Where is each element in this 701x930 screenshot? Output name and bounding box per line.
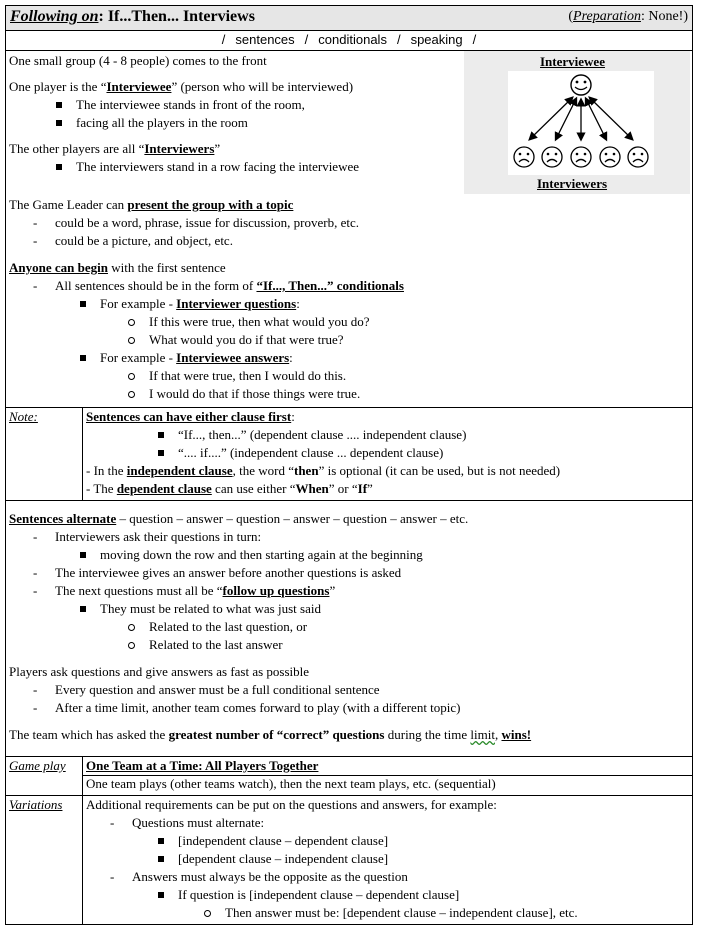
tag-sep: / xyxy=(472,32,477,47)
note-heading: Sentences can have either clause first: xyxy=(86,409,295,424)
bullet-circle-icon xyxy=(204,910,211,917)
setup-line-group: One small group (4 - 8 people) comes to the front xyxy=(9,53,267,68)
bullet-circle-icon xyxy=(128,337,135,344)
bullet-circle-icon xyxy=(128,391,135,398)
list-item: The interviewee stands in front of the room, xyxy=(56,97,305,113)
list-item: If question is [independent clause – dependent clause] xyxy=(158,887,459,903)
list-item: - could be a picture, and object, etc. xyxy=(33,233,233,248)
list-item: Related to the last question, or xyxy=(128,619,307,635)
note-section xyxy=(6,407,692,500)
setup-line-begin: Anyone can begin with the first sentence xyxy=(9,260,226,275)
bullet-square-icon xyxy=(80,301,86,307)
bullet-square-icon xyxy=(158,856,164,862)
bullet-square-icon xyxy=(80,552,86,558)
list-item: The interviewers stand in a row facing the interviewee xyxy=(56,159,359,175)
list-item: I would do that if those things were true. xyxy=(128,386,360,402)
list-item: “If..., then...” (dependent clause .... independent clause) xyxy=(158,427,466,443)
bullet-square-icon xyxy=(158,432,164,438)
note-line-dependent: - The dependent clause can use either “When” or “If” xyxy=(86,481,373,496)
diagram-figure xyxy=(508,71,654,175)
list-item: - Questions must alternate: xyxy=(110,815,265,830)
tag-speaking: speaking xyxy=(410,32,463,47)
note-label: Note: xyxy=(9,409,38,424)
game-title: : If...Then... Interviews xyxy=(98,8,255,25)
preparation-note xyxy=(568,9,688,25)
tag-sep: / xyxy=(221,32,226,47)
variations-intro: Additional requirements can be put on the questions and answers, for example: xyxy=(86,797,497,812)
page-title xyxy=(10,8,255,26)
bullet-circle-icon xyxy=(128,319,135,326)
list-item: - The interviewee gives an answer before another questions is asked xyxy=(33,565,402,580)
bullet-square-icon xyxy=(56,164,62,170)
gameplay-section xyxy=(6,756,692,795)
gameplay-label: Game play xyxy=(9,758,66,773)
list-item: For example - Interviewer questions: xyxy=(80,296,300,312)
preparation-label: Preparation xyxy=(573,9,641,24)
variations-label: Variations xyxy=(9,797,63,812)
bullet-circle-icon xyxy=(128,624,135,631)
list-item: - Every question and answer must be a full conditional sentence xyxy=(33,682,380,697)
list-item: What would you do if that were true? xyxy=(128,332,344,348)
list-item: - After a time limit, another team comes forward to play (with a different topic) xyxy=(33,700,461,715)
setup-line-interviewee: One player is the “Interviewee” (person who will be interviewed) xyxy=(9,79,354,94)
note-line-independent: - In the independent clause, the word “then” is optional (it can be used, but is not needed) xyxy=(86,463,561,478)
skill-tags xyxy=(6,30,692,50)
tag-sentences: sentences xyxy=(235,32,295,47)
list-item: [dependent clause – independent clause] xyxy=(158,851,388,867)
list-item: - could be a word, phrase, issue for discussion, proverb, etc. xyxy=(33,215,359,230)
rules-line-speed: Players ask questions and give answers as fast as possible xyxy=(9,664,310,679)
bullet-square-icon xyxy=(158,892,164,898)
bullet-circle-icon xyxy=(128,373,135,380)
variations-label-cell xyxy=(6,796,83,924)
interview-diagram xyxy=(464,51,690,194)
list-item: Then answer must be: [dependent clause – independent clause], etc. xyxy=(204,905,578,921)
bullet-square-icon xyxy=(158,450,164,456)
tag-sep: / xyxy=(396,32,401,47)
preparation-value: : None!) xyxy=(640,9,688,24)
rules-line-alternate: Sentences alternate – question – answer – question – answer – question – answer – etc. xyxy=(9,511,469,526)
list-item: If this were true, then what would you do? xyxy=(128,314,370,330)
diagram-interviewee-label: Interviewee xyxy=(540,54,605,69)
bullet-square-icon xyxy=(56,120,62,126)
bullet-square-icon xyxy=(80,355,86,361)
list-item: If that were true, then I would do this. xyxy=(128,368,346,384)
list-item: moving down the row and then starting again at the beginning xyxy=(80,547,423,563)
list-item: They must be related to what was just said xyxy=(80,601,321,617)
title-bar xyxy=(6,6,692,30)
bullet-circle-icon xyxy=(128,642,135,649)
bullet-square-icon xyxy=(80,606,86,612)
list-item: - Answers must always be the opposite as the question xyxy=(110,869,408,884)
list-item: - The next questions must all be “follow up questions” xyxy=(33,583,336,598)
tag-sep: / xyxy=(304,32,309,47)
list-item: “.... if....” (independent clause ... dependent clause) xyxy=(158,445,443,461)
variations-section xyxy=(6,795,692,924)
prep-open: ( xyxy=(568,9,574,24)
bullet-square-icon xyxy=(158,838,164,844)
list-item: Related to the last answer xyxy=(128,637,283,653)
diagram-interviewers-label: Interviewers xyxy=(537,176,608,191)
setup-line-interviewers: The other players are all “Interviewers” xyxy=(9,141,221,156)
gameplay-title: One Team at a Time: All Players Together xyxy=(86,758,319,773)
list-item: - All sentences should be in the form of “If..., Then...” conditionals xyxy=(33,278,404,293)
worksheet-frame xyxy=(5,5,693,925)
rules-section xyxy=(6,500,692,756)
rules-line-winner: The team which has asked the greatest number of “correct” questions during the time limit, wins! xyxy=(9,727,532,742)
list-item: [independent clause – dependent clause] xyxy=(158,833,388,849)
tag-conditionals: conditionals xyxy=(318,32,387,47)
setup-line-topic: The Game Leader can present the group with a topic xyxy=(9,197,294,212)
list-item: facing all the players in the room xyxy=(56,115,248,131)
gameplay-desc: One team plays (other teams watch), then the next team plays, etc. (sequential) xyxy=(86,776,496,791)
list-item: For example - Interviewee answers: xyxy=(80,350,293,366)
bullet-square-icon xyxy=(56,102,62,108)
setup-section xyxy=(6,50,692,407)
note-label-cell xyxy=(6,408,83,500)
following-on-label: Following on xyxy=(10,8,99,25)
list-item: - Interviewers ask their questions in turn: xyxy=(33,529,262,544)
gameplay-label-cell xyxy=(6,757,83,795)
